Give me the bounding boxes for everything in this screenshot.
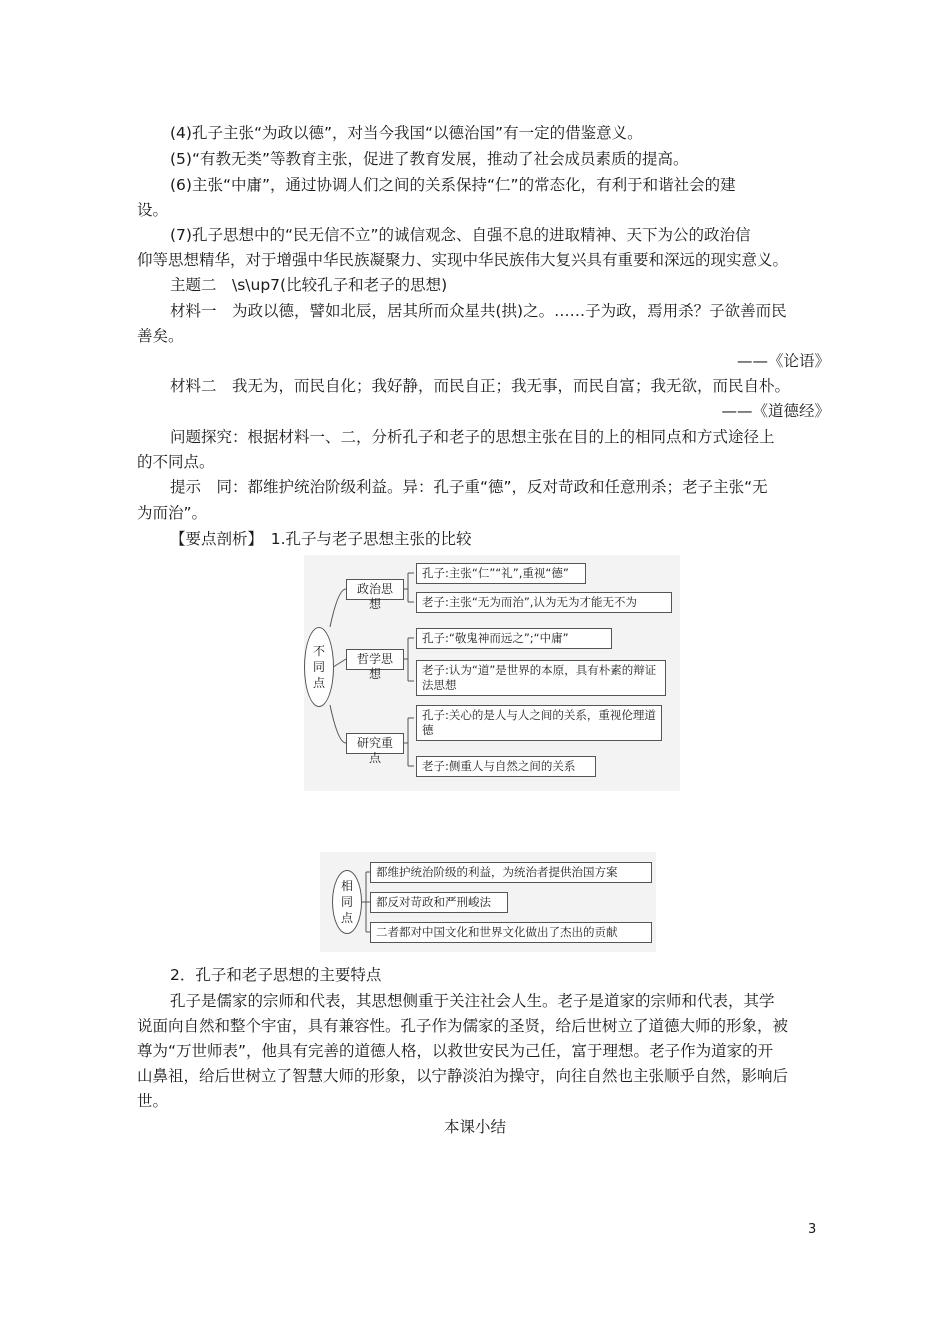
philosophy-confucius: 孔子:“敬鬼神而远之”;“中庸” (416, 628, 612, 649)
differences-root (304, 627, 334, 707)
differences-root-char: 不 (312, 644, 325, 658)
similarities-root-char: 点 (340, 911, 353, 925)
similarities-root-char: 相 (340, 879, 353, 893)
paragraph-6-line2: 设。 (137, 201, 169, 219)
material-two: 材料二 我无为，而民自化；我好静，而民自正；我无事，而民自富；我无欲，而民自朴。 (170, 377, 791, 395)
similarity-item-1: 都维护统治阶级的利益，为统治者提供治国方案 (370, 862, 652, 883)
differences-root-char: 点 (312, 676, 325, 690)
section-two-line3: 尊为“万世师表”，他具有完善的道德人格，以救世安民为己任，富于理想。老子作为道家的开 (137, 1042, 774, 1060)
page-number: 3 (808, 1222, 817, 1237)
question-line2: 的不同点。 (137, 453, 215, 471)
similarity-item-2: 都反对苛政和严刑峻法 (370, 892, 508, 913)
similarities-diagram (320, 852, 656, 952)
focus-laozi: 老子:侧重人与自然之间的关系 (416, 756, 596, 777)
material-two-source: ——《道德经》 (721, 402, 830, 420)
category-philosophical-thought: 哲学思想 (346, 649, 404, 670)
paragraph-4: (4)孔子主张“为政以德”，对当今我国“以德治国”有一定的借鉴意义。 (170, 124, 643, 142)
paragraph-7-line1: (7)孔子思想中的“民无信不立”的诚信观念、自强不息的进取精神、天下为公的政治信 (170, 226, 751, 244)
section-two-line5: 世。 (137, 1092, 169, 1110)
differences-root-char: 同 (312, 660, 325, 674)
category-political-thought: 政治思想 (346, 579, 404, 600)
section-two-line2: 说面向自然和整个宇宙，具有兼容性。孔子作为儒家的圣贤，给后世树立了道德大师的形象，被 (137, 1017, 789, 1035)
political-confucius: 孔子:主张“仁”“礼”,重视“德” (416, 563, 586, 584)
political-laozi: 老子:主张“无为而治”,认为无为才能无不为 (416, 592, 672, 613)
philosophy-laozi: 老子:认为“道”是世界的本原，具有朴素的辩证法思想 (416, 660, 666, 696)
key-points-heading: 【要点剖析】 1.孔子与老子思想主张的比较 (170, 530, 472, 548)
differences-diagram (304, 555, 680, 791)
paragraph-7-line2: 仰等思想精华，对于增强中华民族凝聚力、实现中华民族伟大复兴具有重要和深远的现实意义。 (137, 251, 789, 269)
material-one-source: ——《论语》 (736, 352, 830, 370)
theme-two-heading: 主题二 \s\up7(比较孔子和老子的思想) (170, 276, 448, 294)
focus-confucius: 孔子:关心的是人与人之间的关系，重视伦理道德 (416, 705, 662, 741)
paragraph-6-line1: (6)主张“中庸”，通过协调人们之间的关系保持“仁”的常态化，有利于和谐社会的建 (170, 176, 736, 194)
hint-line1: 提示 同：都维护统治阶级利益。异：孔子重“德”，反对苛政和任意刑杀；老子主张“无 (170, 478, 768, 496)
material-one-line2: 善矣。 (137, 327, 184, 345)
paragraph-5: (5)“有教无类”等教育主张，促进了教育发展，推动了社会成员素质的提高。 (170, 150, 689, 168)
category-research-focus: 研究重点 (346, 733, 404, 754)
similarities-root-char: 同 (340, 895, 353, 909)
lesson-summary-heading: 本课小结 (443, 1118, 506, 1136)
similarity-item-3: 二者都对中国文化和世界文化做出了杰出的贡献 (370, 922, 652, 943)
similarities-root (332, 870, 362, 934)
section-two-heading: 2．孔子和老子思想的主要特点 (170, 966, 382, 984)
material-one-line1: 材料一 为政以德，譬如北辰，居其所而众星共(拱)之。……子为政，焉用杀？子欲善而民 (170, 302, 787, 320)
question-line1: 问题探究：根据材料一、二，分析孔子和老子的思想主张在目的上的相同点和方式途径上 (170, 428, 775, 446)
hint-line2: 为而治”。 (137, 504, 208, 522)
section-two-line4: 山鼻祖，给后世树立了智慧大师的形象，以宁静淡泊为操守，向往自然也主张顺乎自然，影响后 (137, 1067, 789, 1085)
section-two-line1: 孔子是儒家的宗师和代表，其思想侧重于关注社会人生。老子是道家的宗师和代表，其学 (170, 992, 775, 1010)
